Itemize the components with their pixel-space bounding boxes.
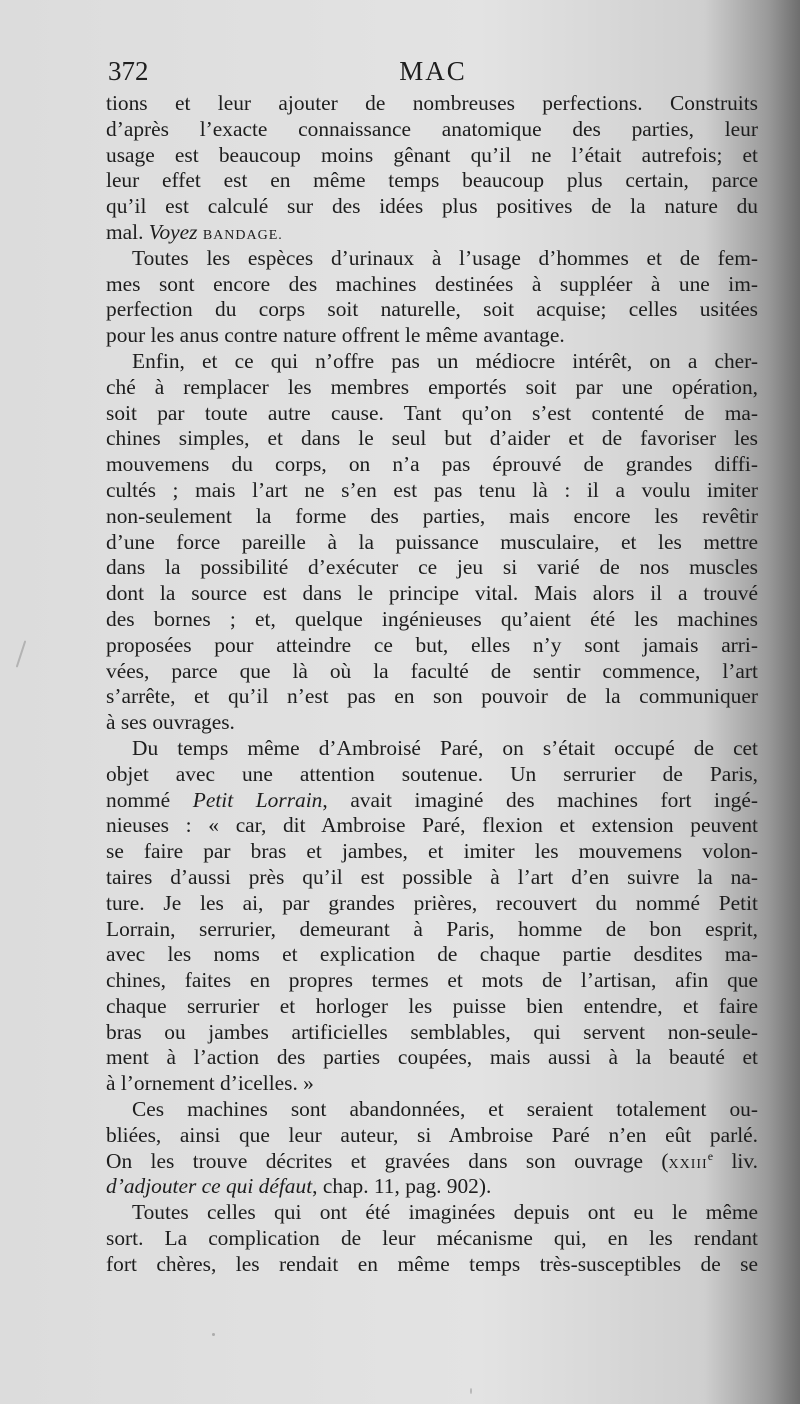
name-petit-lorrain: Petit Lorrain xyxy=(192,787,323,812)
inline-text: mal. xyxy=(106,219,144,244)
text-line: tions et leur ajouter de nombreuses perfections. Construits xyxy=(106,91,758,115)
text-line: objet avec une attention soutenue. Un serrurier de Paris, xyxy=(106,761,758,786)
text-line: Du temps même d’Ambroisé Paré, on s’était occupé de cet xyxy=(132,735,758,760)
text-line: non-seulement la forme des parties, mais encore les revêtir xyxy=(106,503,758,528)
cross-reference: BANDAGE. xyxy=(202,227,283,243)
voyez-text: Voyez xyxy=(148,219,198,244)
text-line: bras ou jambes artificielles semblables, qui servent non-seule- xyxy=(106,1019,758,1044)
running-head: MAC xyxy=(399,56,467,86)
text-line: leur effet est en même temps beaucoup plus certain, parce xyxy=(106,168,758,193)
body-text xyxy=(106,91,758,1278)
inline-text: nommé xyxy=(106,787,171,812)
text-line: Ces machines sont abandonnées, et seraient totalement ou- xyxy=(132,1097,758,1122)
text-line: mouvemens du corps, on n’a pas éprouvé de grandes diffi- xyxy=(106,452,758,477)
inline-text: , avait imaginé xyxy=(322,787,484,812)
text-line: perfection du corps soit naturelle, soit acquise; celles usitées xyxy=(106,297,758,322)
text-line: proposées pour atteindre ce but, elles n’y sont jamais arri- xyxy=(106,632,758,657)
text-line: qu’il est calculé sur des idées plus positives de la nature du xyxy=(106,194,758,219)
text-line: dans la possibilité d’exécuter ce jeu si varié de nos muscles xyxy=(106,555,758,580)
text-line: se faire par bras et jambes, et imiter les mouvemens volon- xyxy=(106,839,758,864)
text-line: cultés ; mais l’art ne s’en est pas tenu là : il a voulu imiter xyxy=(106,477,758,502)
text-line: d’après l’exacte connaissance anatomique des parties, leur xyxy=(106,116,758,141)
text-line: dont la source est dans le principe vital. Mais alors il a trouvé xyxy=(106,581,758,606)
text-line: chines simples, et dans le seul but d’aider et de favoriser les xyxy=(106,426,758,451)
page-header xyxy=(108,56,758,92)
text-line: bliées, ainsi que leur auteur, si Ambroise Paré n’en eût parlé. xyxy=(106,1122,758,1147)
text-line: soit par toute autre cause. Tant qu’on s’est contenté de ma- xyxy=(106,400,758,425)
text-line xyxy=(106,220,758,246)
text-line: ché à remplacer les membres emportés soit par une opération, xyxy=(106,374,758,399)
text-line: Enfin, et ce qui n’offre pas un médiocre intérêt, on a cher- xyxy=(132,348,758,373)
text-line: à l’ornement d’icelles. » xyxy=(106,1071,314,1096)
text-line: sort. La complication de leur mécanisme qui, en les rendant xyxy=(106,1226,758,1251)
book-superscript: e xyxy=(707,1148,714,1163)
text-line: à ses ouvrages. xyxy=(106,710,235,735)
text-line xyxy=(106,788,758,814)
inline-text: des machines fort ingé- xyxy=(506,787,758,812)
paper-speck xyxy=(16,640,27,667)
text-line: avec les noms et explication de chaque partie desdites ma- xyxy=(106,942,758,967)
inline-text: , chap. 11, pag. 902). xyxy=(312,1174,492,1199)
text-line xyxy=(106,1149,758,1175)
text-line: ture. Je les ai, par grandes prières, recouvert du nommé Petit xyxy=(106,890,758,915)
paper-speck xyxy=(212,1333,215,1336)
text-line: taires d’aussi près qu’il est possible à l’art d’en suivre la na- xyxy=(106,864,758,889)
page-number: 372 xyxy=(108,56,149,86)
text-line: pour les anus contre nature offrent le même avantage. xyxy=(106,323,565,348)
text-line: chaque serrurier et horloger les puisse bien entendre, et faire xyxy=(106,993,758,1018)
text-line: Toutes les espèces d’urinaux à l’usage d’hommes et de fem- xyxy=(132,245,758,270)
text-line: d’une force pareille à la puissance musculaire, et les mettre xyxy=(106,529,758,554)
text-line: fort chères, les rendait en même temps très-susceptibles de se xyxy=(106,1251,758,1276)
text-line: ment à l’action des parties coupées, mais aussi à la beauté et xyxy=(106,1045,758,1070)
inline-text: liv. xyxy=(713,1148,759,1173)
text-line xyxy=(106,1174,758,1200)
text-line: nieuses : « car, dit Ambroise Paré, flexion et extension peuvent xyxy=(106,813,758,838)
text-line: mes sont encore des machines destinées à suppléer à une im- xyxy=(106,271,758,296)
inline-text: On les trouve décrites et gravées dans son ouvrage ( xyxy=(106,1148,669,1173)
text-line: s’arrête, et qu’il n’est pas en son pouvoir de la communiquer xyxy=(106,684,758,709)
text-line: des bornes ; et, quelque ingénieuses qu’aient été les machines xyxy=(106,606,758,631)
paper-speck xyxy=(470,1388,472,1394)
text-line: Toutes celles qui ont été imaginées depuis ont eu le même xyxy=(132,1200,758,1225)
text-line: usage est beaucoup moins gênant qu’il ne l’était autrefois; et xyxy=(106,142,758,167)
text-line: Lorrain, serrurier, demeurant à Paris, homme de bon esprit, xyxy=(106,916,758,941)
text-line: chines, faites en propres termes et mots de l’artisan, afin que xyxy=(106,968,758,993)
book-number: XXIII xyxy=(668,1156,708,1172)
text-line: vées, parce que là où la faculté de sentir commence, l’art xyxy=(106,658,758,683)
work-title: d’adjouter ce qui défaut xyxy=(106,1174,313,1199)
